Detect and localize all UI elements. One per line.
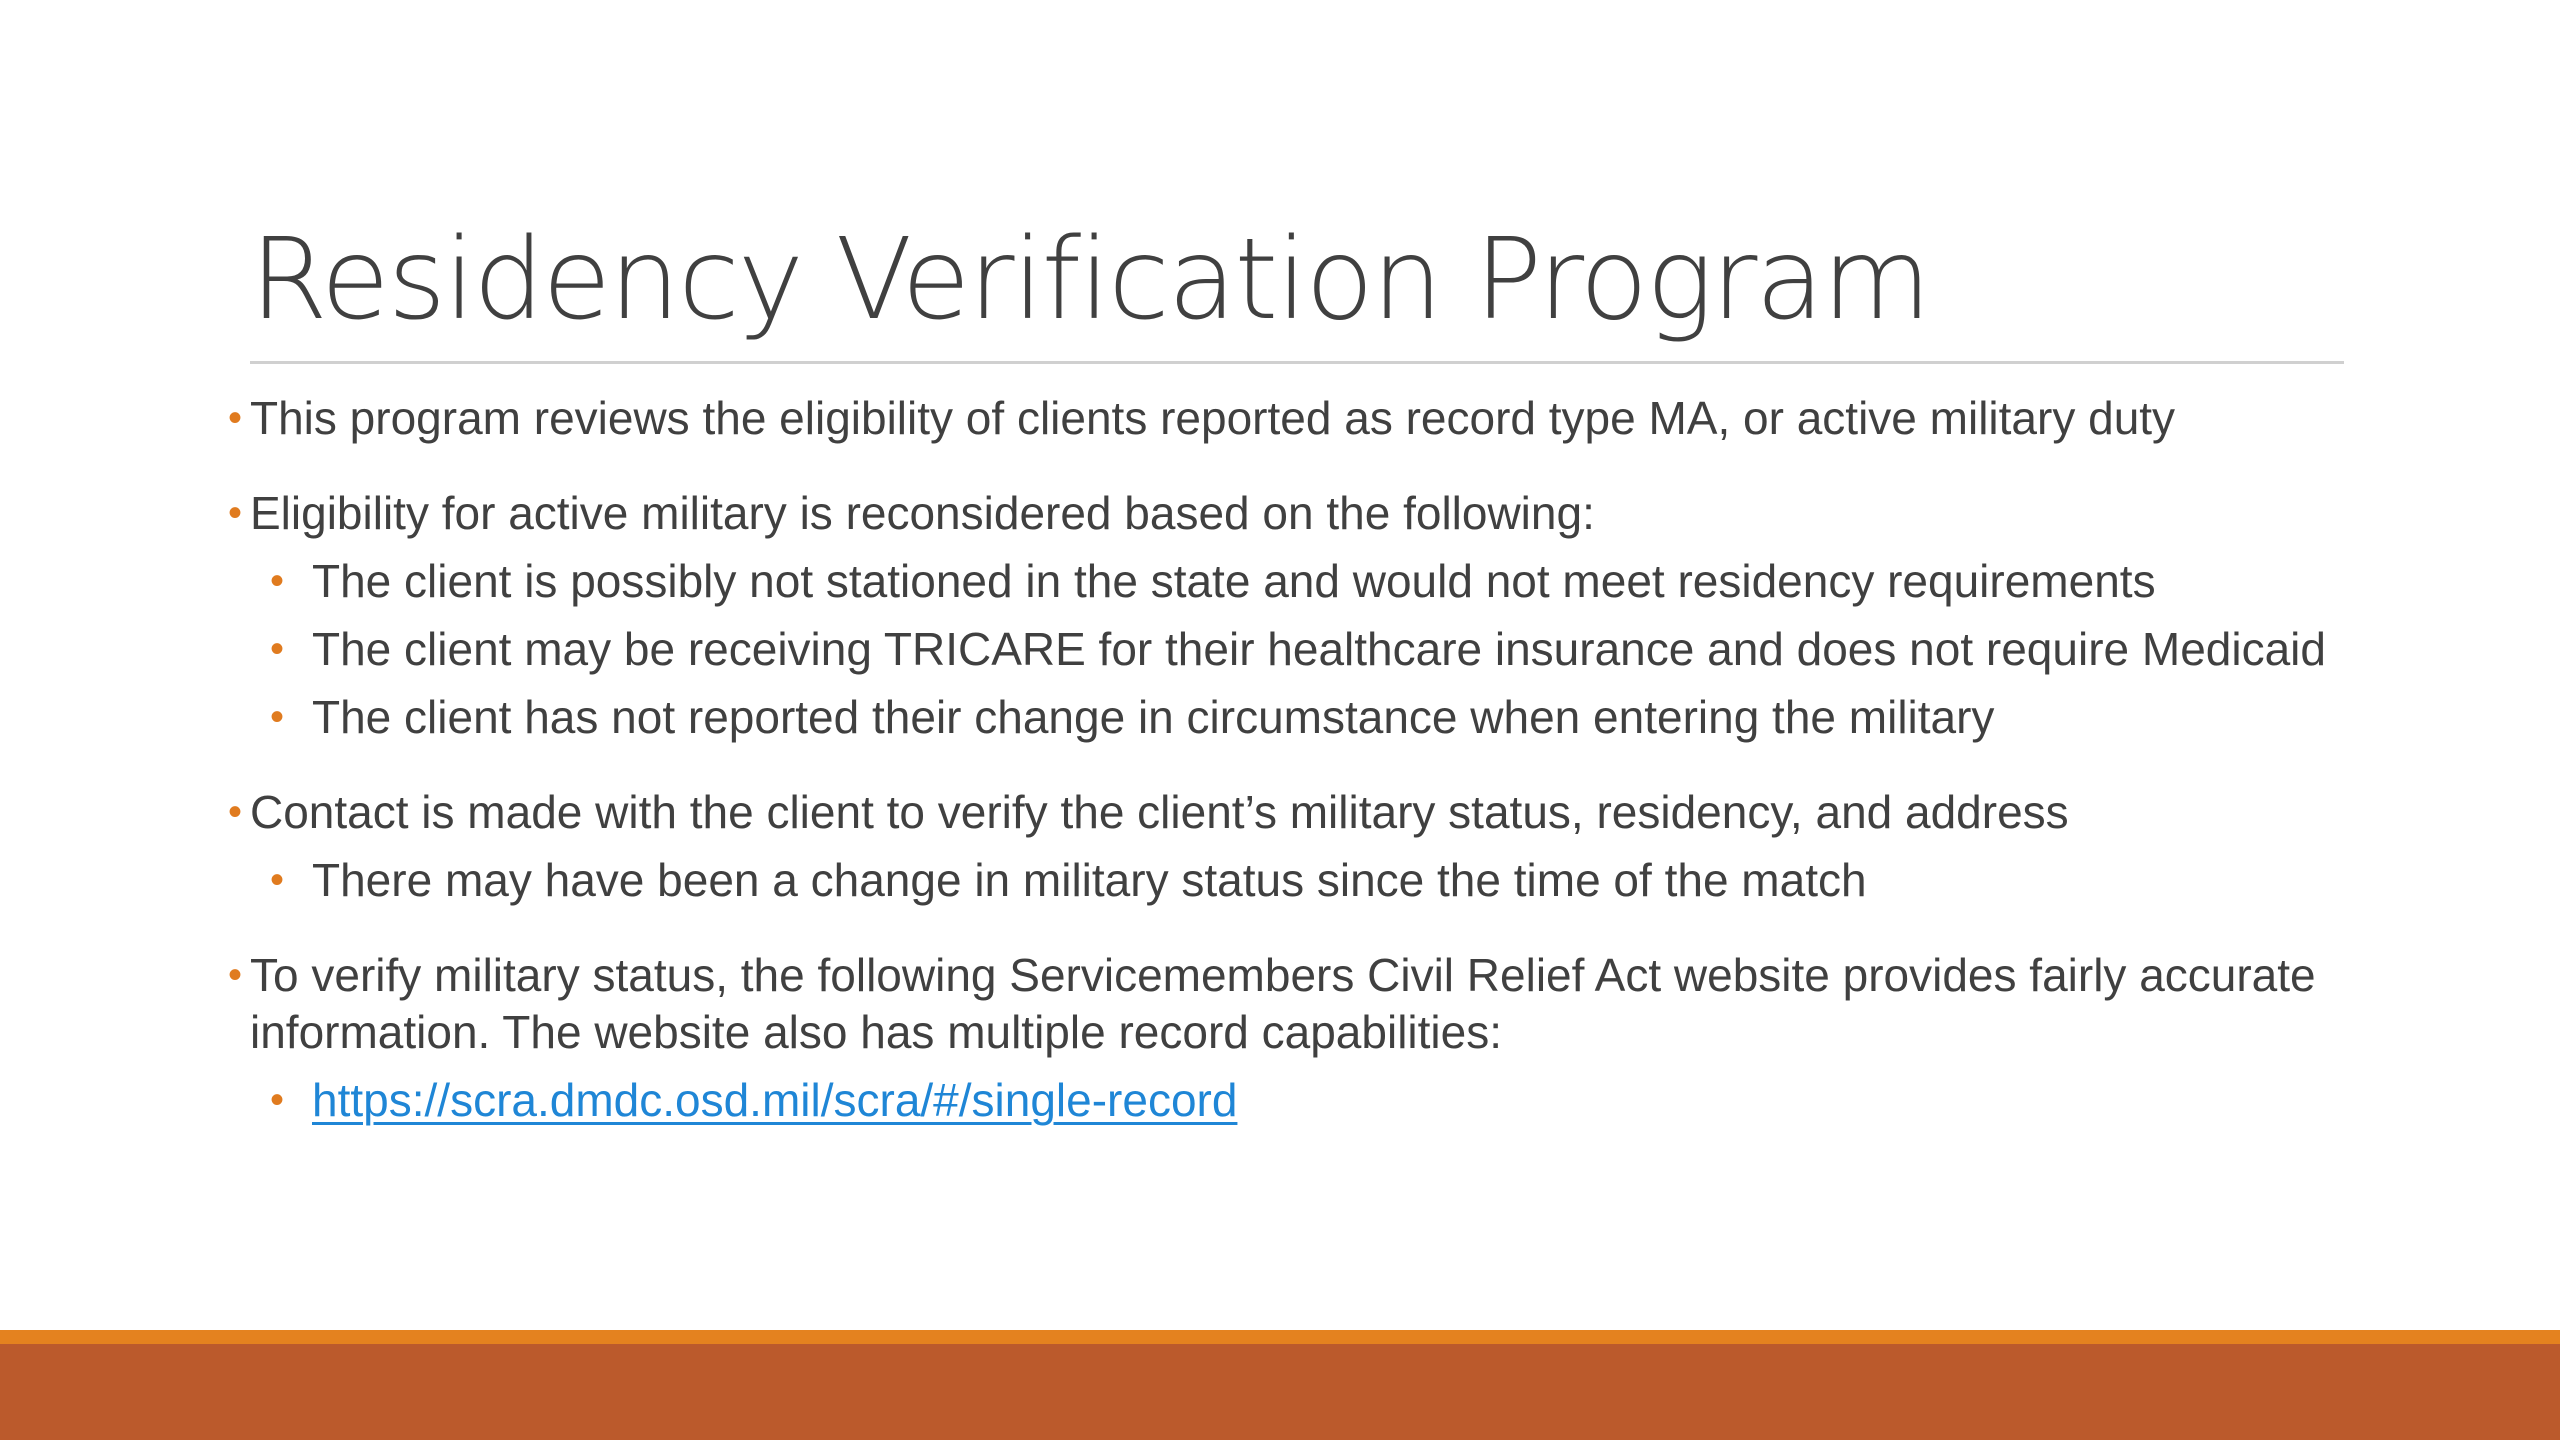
bullet-text: To verify military status, the following Servicemembers Civil Relief Act website provides fairly accurate information. The website also has multiple record capabilities: <box>250 949 2316 1058</box>
sub-bullet-text: The client has not reported their change in circumstance when entering the military <box>312 691 1995 743</box>
sub-bullet-icon: • <box>270 559 285 603</box>
sub-bullet-item <box>228 621 2348 678</box>
footer-band <box>0 1344 2560 1440</box>
sub-bullet-item <box>228 553 2348 610</box>
bullet-item <box>228 390 2348 447</box>
sub-bullet-item <box>228 1072 2348 1129</box>
sub-bullet-icon: • <box>270 858 285 902</box>
sub-bullet-text: There may have been a change in military status since the time of the match <box>312 854 1867 906</box>
sub-bullet-icon: • <box>270 627 285 671</box>
bullet-text: Contact is made with the client to verify the client’s military status, residency, and address <box>250 786 2069 838</box>
bullet-icon: • <box>228 491 243 535</box>
scra-website-link[interactable]: https://scra.dmdc.osd.mil/scra/#/single-record <box>312 1074 1238 1126</box>
sub-bullet-item <box>228 852 2348 909</box>
footer-accent-stripe <box>0 1330 2560 1344</box>
sub-bullet-icon: • <box>270 695 285 739</box>
bullet-item <box>228 485 2348 542</box>
slide-body <box>228 390 2348 1129</box>
bullet-item <box>228 947 2348 1061</box>
sub-bullet-icon: • <box>270 1078 285 1122</box>
bullet-item <box>228 784 2348 841</box>
bullet-icon: • <box>228 953 243 997</box>
sub-bullet-item <box>228 689 2348 746</box>
bullet-text: Eligibility for active military is reconsidered based on the following: <box>250 487 1595 539</box>
bullet-text: This program reviews the eligibility of clients reported as record type MA, or active military duty <box>250 392 2176 444</box>
sub-bullet-text: The client may be receiving TRICARE for their healthcare insurance and does not require Medicaid <box>312 623 2326 675</box>
slide-title: Residency Verification Program <box>250 215 1930 345</box>
sub-bullet-text: The client is possibly not stationed in the state and would not meet residency requirements <box>312 555 2156 607</box>
title-divider <box>250 361 2344 364</box>
bullet-icon: • <box>228 790 243 834</box>
bullet-icon: • <box>228 396 243 440</box>
